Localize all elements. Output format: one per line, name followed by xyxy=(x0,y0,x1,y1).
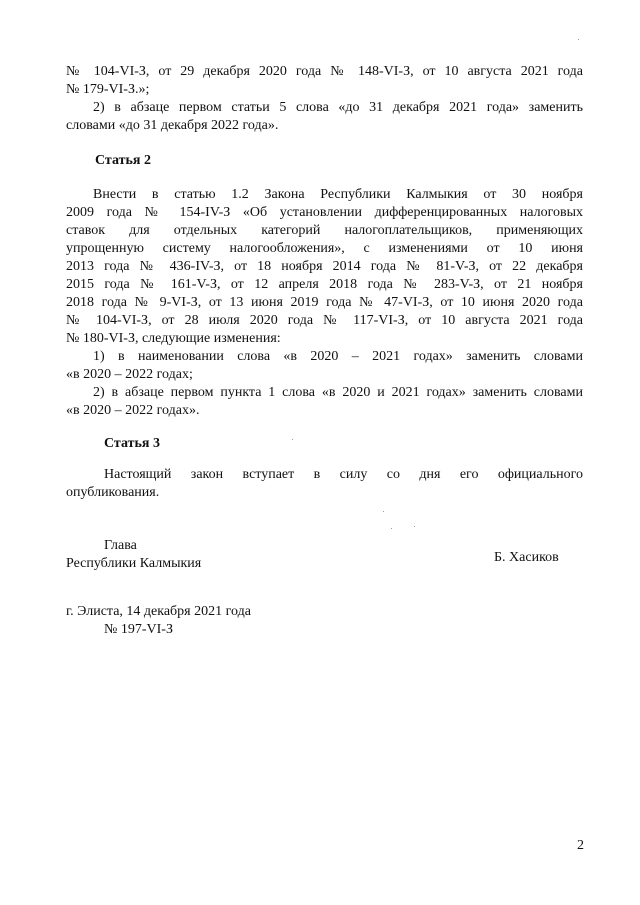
article-2-item-2-line-1: 2) в абзаце первом пункта 1 слова «в 2020 и 2021 годах» заменить словами xyxy=(93,385,583,400)
article-3-line-1: Настоящий закон вступает в силу со дня его официального xyxy=(104,467,583,482)
signature-title-line-2: Республики Калмыкия xyxy=(66,556,202,571)
scan-speck xyxy=(414,526,415,527)
signatory-name: Б. Хасиков xyxy=(494,550,559,565)
place-date: г. Элиста, 14 декабря 2021 года xyxy=(66,604,251,619)
page-number: 2 xyxy=(577,838,584,853)
article-2-item-1-line-2: «в 2020 – 2022 годах; xyxy=(66,367,193,382)
article-2-item-2-line-2: «в 2020 – 2022 годах». xyxy=(66,403,200,418)
article-2-line-7: 2018 года № 9-VI-З, от 13 июня 2019 года № 47-VI-З, от 10 июня 2020 года xyxy=(66,295,583,310)
scan-speck xyxy=(292,439,293,440)
continuation-line-1: № 104-VI-З, от 29 декабря 2020 года № 148-VI-З, от 10 августа 2021 года xyxy=(66,64,583,79)
continuation-line-3: 2) в абзаце первом статьи 5 слова «до 31 декабря 2021 года» заменить xyxy=(93,100,583,115)
article-2-line-1: Внести в статью 1.2 Закона Республики Калмыкия от 30 ноября xyxy=(93,187,583,202)
article-2-line-5: 2013 года № 436-IV-З, от 18 ноября 2014 года № 81-V-З, от 22 декабря xyxy=(66,259,583,274)
article-3-heading: Статья 3 xyxy=(104,436,160,451)
scan-speck xyxy=(391,528,392,529)
article-2-line-6: 2015 года № 161-V-З, от 12 апреля 2018 года № 283-V-З, от 21 ноября xyxy=(66,277,583,292)
scan-speck xyxy=(383,511,384,512)
article-2-line-9: № 180-VI-З, следующие изменения: xyxy=(66,331,281,346)
continuation-line-4: словами «до 31 декабря 2022 года». xyxy=(66,118,279,133)
article-3-line-2: опубликования. xyxy=(66,485,160,500)
continuation-line-2: № 179-VI-З.»; xyxy=(66,82,150,97)
article-2-line-4: упрощенную систему налогообложения», с изменениями от 10 июня xyxy=(66,241,583,256)
signature-title-line-1: Глава xyxy=(104,538,137,553)
article-2-item-1-line-1: 1) в наименовании слова «в 2020 – 2021 годах» заменить словами xyxy=(93,349,583,364)
law-number: № 197-VI-З xyxy=(104,622,173,637)
article-2-heading: Статья 2 xyxy=(95,153,151,168)
article-2-line-3: ставок для отдельных категорий налогоплательщиков, применяющих xyxy=(66,223,583,238)
article-2-line-2: 2009 года № 154-IV-З «Об установлении дифференцированных налоговых xyxy=(66,205,583,220)
scan-speck xyxy=(578,39,579,40)
article-2-line-8: № 104-VI-З, от 28 июля 2020 года № 117-VI-З, от 10 августа 2021 года xyxy=(66,313,583,328)
